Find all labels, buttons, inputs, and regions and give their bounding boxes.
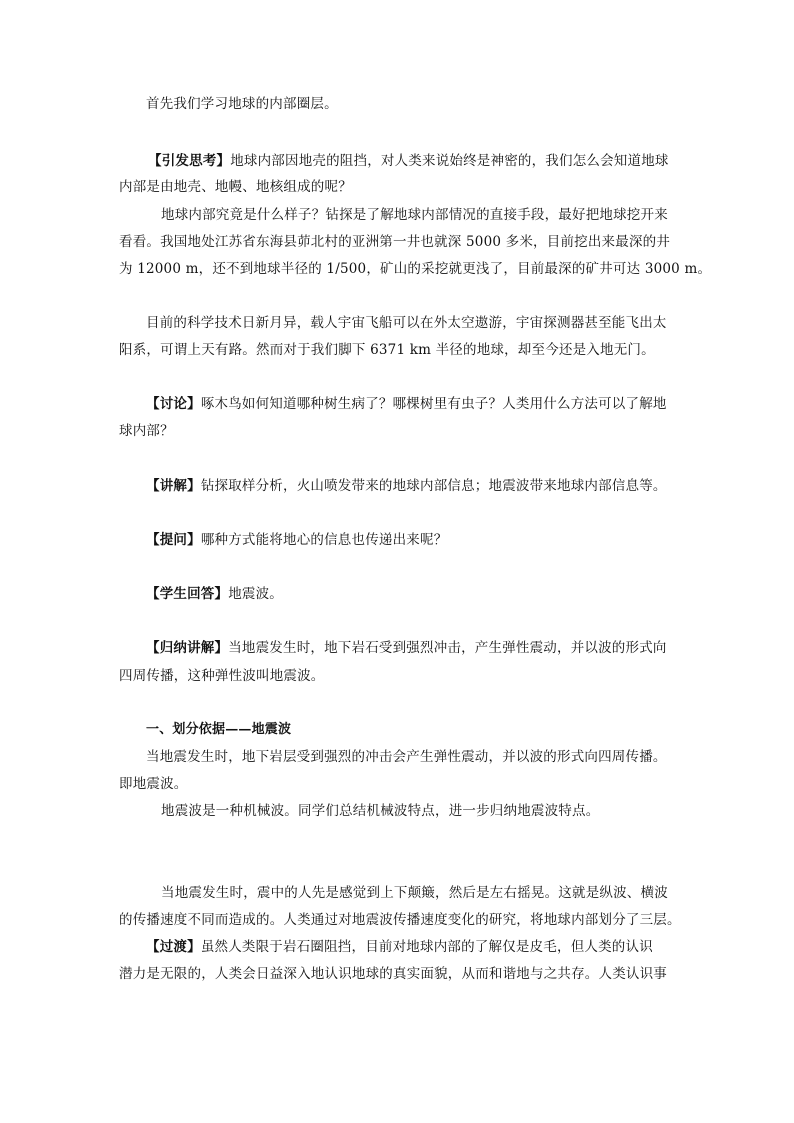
- intro-text: 首先我们学习地球的内部圈层。: [146, 96, 338, 112]
- summary-paragraph-line-1: [146, 638, 667, 658]
- discuss-tag: 【讨论】: [146, 396, 201, 412]
- explain-paragraph: [146, 476, 667, 496]
- summary-text-1: 当地震发生时，地下岩石受到强烈冲击，产生弹性震动，并以波的形式向: [228, 640, 667, 656]
- explore-text-3: 为 12000 m，还不到地球半径的 1/500，矿山的采挖就更浅了，目前最深的矿井可达 3000 m。: [119, 261, 712, 277]
- think-paragraph-line-2: [119, 177, 352, 197]
- mech-paragraph: [161, 801, 599, 821]
- summary-tag: 【归纳讲解】: [146, 640, 229, 656]
- tech-paragraph-line-2: [119, 340, 655, 360]
- feel-text-1: 当地震发生时，震中的人先是感觉到上下颠簸，然后是左右摇晃。这就是纵波、横波: [161, 885, 668, 901]
- mech-text: 地震波是一种机械波。同学们总结机械波特点，进一步归纳地震波特点。: [161, 803, 600, 819]
- think-paragraph-line-1: [148, 151, 669, 171]
- transition-text-2: 潜力是无限的，人类会日益深入地认识地球的真实面貌，从而和谐地与之共存。人类认识事: [119, 966, 667, 982]
- explore-text-2: 看看。我国地处江苏省东海县茆北村的亚洲第一井也就深 5000 多米，目前挖出来最深的井: [119, 234, 671, 250]
- wave-paragraph-line-1: [146, 747, 667, 767]
- summary-text-2: 四周传播，这种弹性波叫地震波。: [119, 668, 325, 684]
- intro-paragraph: [146, 94, 338, 114]
- discuss-paragraph-line-1: [146, 394, 667, 414]
- explore-paragraph-line-3: [119, 259, 711, 279]
- transition-tag: 【过渡】: [146, 939, 201, 955]
- explain-text: 钻探取样分析，火山喷发带来的地球内部信息；地震波带来地球内部信息等。: [200, 478, 667, 494]
- answer-tag: 【学生回答】: [146, 586, 229, 602]
- answer-paragraph: [146, 584, 283, 604]
- think-tag: 【引发思考】: [148, 153, 231, 169]
- tech-text-2: 阳系，可谓上天有路。然而对于我们脚下 6371 km 半径的地球，却至今还是入地无门。: [119, 342, 655, 358]
- answer-text: 地震波。: [228, 586, 284, 602]
- wave-text-1: 当地震发生时，地下岩层受到强烈的冲击会产生弹性震动，并以波的形式向四周传播。: [146, 749, 667, 765]
- explore-paragraph-line-1: [161, 205, 668, 225]
- think-text-2: 内部是由地壳、地幔、地核组成的呢？: [119, 179, 352, 195]
- transition-paragraph-line-1: [146, 937, 653, 957]
- explore-paragraph-line-2: [119, 232, 670, 252]
- think-text-1: 地球内部因地壳的阻挡，对人类来说始终是神密的，我们怎么会知道地球: [230, 153, 669, 169]
- transition-paragraph-line-2: [119, 964, 667, 984]
- section-heading: 一、划分依据——地震波: [146, 722, 292, 737]
- feel-text-2: 的传播速度不同而造成的。人类通过对地震波传播速度变化的研究，将地球内部划分了三层。: [119, 912, 681, 928]
- wave-paragraph-line-2: [119, 774, 188, 794]
- question-tag: 【提问】: [146, 532, 201, 548]
- feel-paragraph-line-2: [119, 910, 681, 930]
- summary-paragraph-line-2: [119, 666, 325, 686]
- discuss-text-1: 啄木鸟如何知道哪种树生病了？哪棵树里有虫子？人类用什么方法可以了解地: [200, 396, 667, 412]
- discuss-text-2: 球内部？: [119, 423, 174, 439]
- feel-paragraph-line-1: [161, 883, 668, 903]
- tech-paragraph-line-1: [146, 313, 667, 333]
- explore-text-1: 地球内部究竟是什么样子？钻探是了解地球内部情况的直接手段，最好把地球挖开来: [161, 207, 668, 223]
- discuss-paragraph-line-2: [119, 421, 174, 441]
- transition-text-1: 虽然人类限于岩石圈阻挡，目前对地球内部的了解仅是皮毛，但人类的认识: [200, 939, 653, 955]
- question-text: 哪种方式能将地心的信息也传递出来呢？: [200, 532, 448, 548]
- explain-tag: 【讲解】: [146, 478, 201, 494]
- wave-text-2: 即地震波。: [119, 776, 188, 792]
- question-paragraph: [146, 530, 447, 550]
- tech-text-1: 目前的科学技术日新月异，载人宇宙飞船可以在外太空遨游，宇宙探测器甚至能飞出太: [146, 315, 667, 331]
